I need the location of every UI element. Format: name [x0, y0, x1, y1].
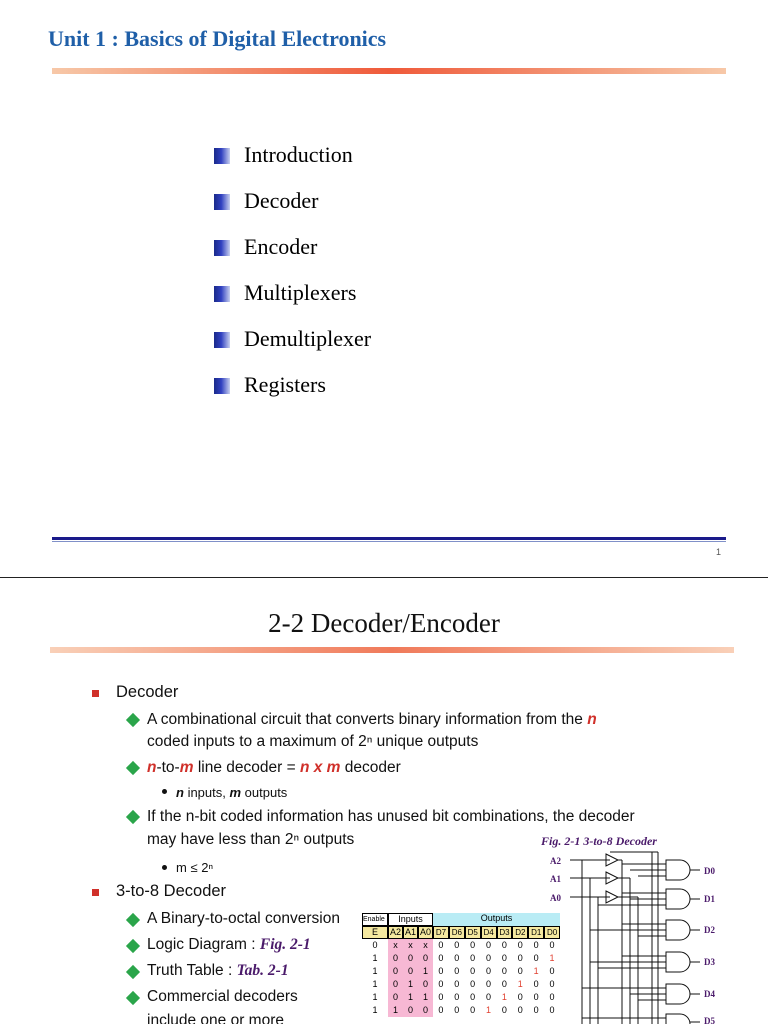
diamond-bullet-icon — [126, 810, 140, 824]
footer-rule-thin — [52, 541, 726, 542]
input-label-a2: A2 — [550, 856, 561, 866]
table-cell: 0 — [388, 952, 403, 965]
table-cell: 0 — [449, 1004, 465, 1017]
square-bullet-icon — [214, 194, 230, 210]
dot-bullet-icon — [162, 865, 167, 870]
table-cell: 1 — [362, 991, 388, 1004]
column-header: D4 — [481, 926, 497, 939]
table-cell: 0 — [481, 991, 497, 1004]
slide-title: Unit 1 : Basics of Digital Electronics — [48, 26, 387, 51]
table-cell: 0 — [449, 952, 465, 965]
table-cell: 0 — [433, 1004, 449, 1017]
square-bullet-icon — [92, 690, 99, 697]
sub-bullet-text: n inputs, m outputs — [176, 785, 288, 800]
table-cell: 1 — [512, 978, 528, 991]
table-cell: 0 — [512, 952, 528, 965]
table-cell: 0 — [528, 1004, 544, 1017]
table-row — [362, 939, 560, 952]
output-label-d2: D2 — [704, 925, 715, 935]
table-cell: 0 — [512, 1004, 528, 1017]
output-label-d0: D0 — [704, 866, 715, 876]
topic-item — [214, 188, 371, 234]
truth-table-group-header — [362, 913, 560, 926]
topic-label: Introduction — [244, 142, 353, 167]
table-cell: 0 — [403, 952, 418, 965]
table-cell: 1 — [362, 1004, 388, 1017]
topic-item — [214, 142, 371, 188]
truth-table-body — [362, 939, 560, 1017]
table-cell: 0 — [528, 939, 544, 952]
table-cell: 0 — [465, 978, 481, 991]
topic-label: Multiplexers — [244, 280, 357, 305]
table-cell: 0 — [544, 965, 560, 978]
bullet-text: n-to-m line decoder = n x m decoder — [147, 759, 401, 776]
table-cell: 0 — [465, 1004, 481, 1017]
square-bullet-icon — [214, 148, 230, 164]
enable-header: Enable — [362, 913, 388, 926]
table-cell: 1 — [403, 991, 418, 1004]
diamond-bullet-icon — [126, 713, 140, 727]
table-row — [362, 952, 560, 965]
table-cell: 0 — [544, 978, 560, 991]
table-cell: 1 — [497, 991, 513, 1004]
bullet-text: Commercial decoders — [147, 988, 298, 1005]
table-row — [362, 1004, 560, 1017]
table-cell: 1 — [403, 978, 418, 991]
table-cell: 0 — [418, 952, 433, 965]
table-cell: 0 — [388, 965, 403, 978]
table-cell: 0 — [418, 1004, 433, 1017]
table-cell: 0 — [481, 965, 497, 978]
column-header: D2 — [512, 926, 528, 939]
dot-bullet-icon — [162, 789, 167, 794]
table-cell: 0 — [497, 978, 513, 991]
sub-bullet-text: m ≤ 2ⁿ — [176, 860, 214, 875]
table-row — [362, 978, 560, 991]
table-cell: 0 — [465, 991, 481, 1004]
slide-title: 2-2 Decoder/Encoder — [268, 608, 500, 638]
diamond-bullet-icon — [126, 913, 140, 927]
table-cell: 0 — [481, 952, 497, 965]
diamond-bullet-icon — [126, 991, 140, 1005]
bullet-text: A Binary-to-octal conversion — [147, 910, 340, 927]
bullet-text: If the n-bit coded information has unused bit combinations, the decoder — [147, 808, 635, 825]
table-cell: 1 — [418, 991, 433, 1004]
table-cell: 0 — [433, 952, 449, 965]
input-label-a0: A0 — [550, 893, 561, 903]
decoder38-heading: 3-to-8 Decoder — [116, 882, 227, 900]
footer-rule — [52, 537, 726, 540]
table-cell: 1 — [362, 978, 388, 991]
topic-label: Encoder — [244, 234, 318, 259]
table-cell: 1 — [481, 1004, 497, 1017]
topic-item — [214, 280, 371, 326]
table-cell: 0 — [465, 952, 481, 965]
bullet-text-cont: may have less than 2ⁿ outputs — [147, 831, 355, 848]
table-cell: 0 — [449, 978, 465, 991]
topic-label: Registers — [244, 372, 326, 397]
square-bullet-icon — [214, 286, 230, 302]
column-header: D1 — [528, 926, 544, 939]
inputs-header: Inputs — [388, 913, 433, 926]
table-cell: x — [388, 939, 403, 952]
decoder-heading: Decoder — [116, 683, 179, 701]
table-cell: 1 — [388, 1004, 403, 1017]
table-cell: 0 — [433, 939, 449, 952]
output-label-d4: D4 — [704, 989, 715, 999]
square-bullet-icon — [214, 378, 230, 394]
truth-table — [362, 913, 560, 1017]
topic-label: Decoder — [244, 188, 319, 213]
table-cell: 0 — [403, 1004, 418, 1017]
table-cell: 0 — [449, 939, 465, 952]
column-header: D7 — [433, 926, 449, 939]
table-cell: 0 — [528, 978, 544, 991]
table-cell: 0 — [544, 991, 560, 1004]
topic-list — [214, 142, 371, 418]
truth-table-column-header — [362, 926, 560, 939]
table-cell: 0 — [481, 978, 497, 991]
table-cell: 0 — [544, 939, 560, 952]
table-cell: 1 — [418, 965, 433, 978]
bullet-text: Truth Table : Tab. 2-1 — [147, 962, 289, 979]
column-header: A2 — [389, 927, 401, 937]
topic-item — [214, 326, 371, 372]
table-cell: 0 — [388, 991, 403, 1004]
figure-caption: Fig. 2-1 3-to-8 Decoder — [541, 834, 657, 848]
topic-label: Demultiplexer — [244, 326, 372, 351]
table-cell: 0 — [403, 965, 418, 978]
table-cell: 1 — [528, 965, 544, 978]
topic-item — [214, 234, 371, 280]
table-cell: 0 — [433, 991, 449, 1004]
decoder-logic-diagram — [548, 842, 768, 1024]
input-label-a1: A1 — [550, 874, 561, 884]
table-cell: 0 — [497, 1004, 513, 1017]
column-header: D5 — [465, 926, 481, 939]
output-label-d3: D3 — [704, 957, 715, 967]
column-header: D6 — [449, 926, 465, 939]
table-cell: 0 — [512, 991, 528, 1004]
table-cell: 0 — [528, 991, 544, 1004]
column-header: A1 — [404, 927, 416, 937]
table-cell: 0 — [418, 978, 433, 991]
table-cell: 0 — [528, 952, 544, 965]
table-cell: 0 — [362, 939, 388, 952]
diamond-bullet-icon — [126, 761, 140, 775]
column-header: A0 — [419, 927, 431, 937]
table-cell: 0 — [388, 978, 403, 991]
topic-item — [214, 372, 371, 418]
bullet-text: A combinational circuit that converts binary information from the n — [147, 711, 597, 728]
table-cell: 0 — [449, 965, 465, 978]
output-label-d5: D5 — [704, 1016, 715, 1024]
table-cell: 1 — [362, 965, 388, 978]
table-cell: 0 — [433, 965, 449, 978]
table-cell: 0 — [497, 952, 513, 965]
table-cell: x — [418, 939, 433, 952]
table-cell: x — [403, 939, 418, 952]
table-cell: 0 — [481, 939, 497, 952]
table-row — [362, 965, 560, 978]
diamond-bullet-icon — [126, 939, 140, 953]
table-cell: 0 — [433, 978, 449, 991]
output-label-d1: D1 — [704, 894, 715, 904]
title-underline — [52, 68, 726, 74]
outputs-header: Outputs — [433, 913, 560, 926]
table-cell: 0 — [512, 939, 528, 952]
table-cell: 1 — [544, 952, 560, 965]
square-bullet-icon — [214, 332, 230, 348]
column-header: D0 — [544, 926, 560, 939]
table-cell: 0 — [449, 991, 465, 1004]
table-cell: 1 — [362, 952, 388, 965]
bullet-text-cont: include one or more — [147, 1012, 284, 1024]
table-cell: 0 — [465, 939, 481, 952]
column-header: E — [362, 926, 388, 939]
bullet-text-cont: coded inputs to a maximum of 2ⁿ unique outputs — [147, 733, 479, 750]
table-cell: 0 — [465, 965, 481, 978]
table-cell: 0 — [497, 939, 513, 952]
table-cell: 0 — [512, 965, 528, 978]
square-bullet-icon — [214, 240, 230, 256]
table-cell: 0 — [497, 965, 513, 978]
table-row — [362, 991, 560, 1004]
table-cell: 0 — [544, 1004, 560, 1017]
slide-2 — [0, 580, 768, 1024]
square-bullet-icon — [92, 889, 99, 896]
page-number: 1 — [716, 547, 722, 557]
title-underline — [50, 647, 734, 653]
bullet-text: Logic Diagram : Fig. 2-1 — [147, 936, 311, 953]
column-header: D3 — [497, 926, 513, 939]
diamond-bullet-icon — [126, 965, 140, 979]
